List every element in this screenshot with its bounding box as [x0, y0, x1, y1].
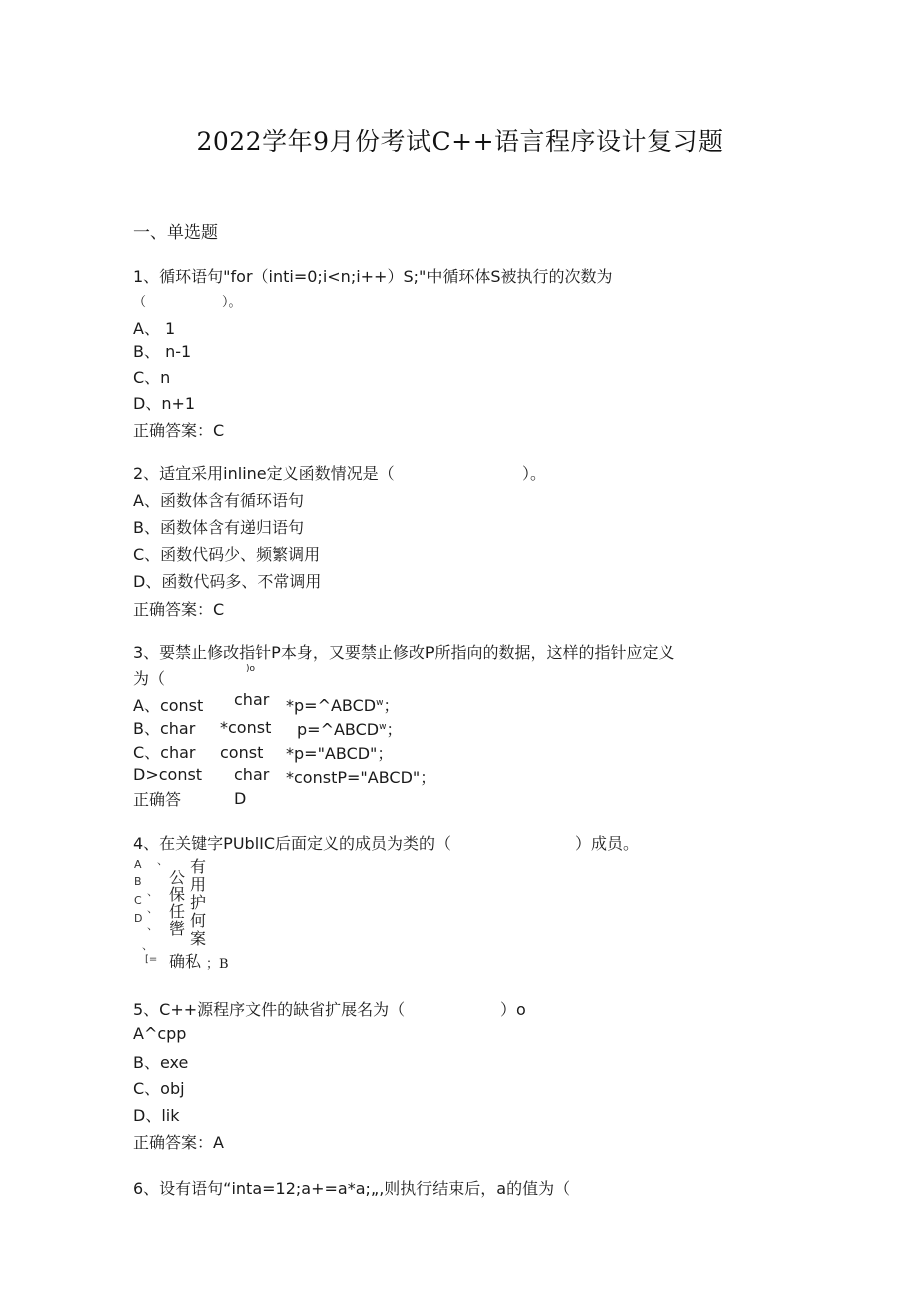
question-6-stem: 6、设有语句“inta=12;a+=a*a;„,则执行结束后，a的值为（ [133, 1179, 571, 1198]
question-2-option-c: C、函数代码少、频繁调用 [133, 545, 321, 564]
question-1-option-c: C、n [133, 368, 171, 387]
question-1-paren-close: ）。 [222, 295, 242, 310]
question-1-answer: 正确答案：C [133, 421, 225, 440]
question-4-tail-answer: ；B [206, 957, 229, 972]
question-4-mark-sep-a: 、 [157, 854, 168, 867]
question-4-mark-a: A [134, 858, 142, 871]
question-4-col2-4: 何 [190, 911, 207, 930]
question-3-row-c-col2: const [220, 743, 264, 762]
question-4-col1-1: 公 [169, 868, 186, 887]
question-5-stem-end: ）o [500, 1000, 526, 1019]
question-1-option-a: A、 1 [133, 319, 176, 338]
question-1-stem: 1、循环语句"for（inti=0;i<n;i++）S;"中循环体S被执行的次数为 [133, 267, 613, 286]
question-4-col1-4: 辔 [169, 919, 186, 938]
question-3-row-d-col1: D>const [133, 765, 203, 784]
question-1-option-d: D、n+1 [133, 394, 196, 413]
question-4-tail-text: 确私 [169, 952, 202, 971]
question-2-answer: 正确答案：C [133, 600, 225, 619]
question-5-option-c: C、obj [133, 1079, 185, 1098]
question-5-option-d: D、lik [133, 1106, 180, 1125]
question-3-row-b-col2: *const [220, 718, 272, 737]
question-3-stem: 3、要禁止修改指针P本身，又要禁止修改P所指向的数据，这样的指针应定义 [133, 643, 675, 662]
question-4-stem: 4、在关键字PUblIC后面定义的成员为类的（ [133, 834, 452, 853]
question-3-answer-label: 正确答 [133, 790, 182, 809]
question-4-col1-3: 任 [169, 902, 186, 921]
question-3-stem-line2-end: )o [246, 664, 256, 674]
question-5-answer: 正确答案：A [133, 1133, 224, 1152]
question-4-mark-sep-d: 、 [147, 919, 158, 932]
question-4-mark-sep-c: 、 [147, 902, 158, 915]
question-3-answer-value: D [234, 789, 247, 808]
question-1-option-b: B、 n-1 [133, 342, 192, 361]
question-4-mark-b: B [134, 875, 142, 888]
question-3-row-a-col1: A、const [133, 696, 204, 715]
question-2-option-d: D、函数代码多、不常调用 [133, 572, 322, 591]
document-title: 2022学年9月份考试C++语言程序设计复习题 [196, 127, 724, 156]
question-4-tail-mark: 、 [142, 939, 153, 952]
question-3-row-d-col2: char [234, 765, 270, 784]
question-1-paren-open: （ [133, 295, 147, 310]
question-3-row-c-col1: C、char [133, 743, 196, 762]
question-4-col1-2: 保 [169, 885, 186, 904]
question-2-stem-end: ）。 [522, 464, 547, 483]
question-3-row-c-col3: *p="ABCD"； [286, 744, 394, 763]
question-3-row-a-col3: $*p=\^{}ABCD^w$； [286, 696, 400, 715]
question-4-col2-3: 护 [190, 893, 207, 912]
question-4-stem-end: ）成员。 [575, 834, 640, 853]
question-2-option-b: B、函数体含有递归语句 [133, 518, 304, 537]
section-heading: 一、单选题 [133, 223, 218, 243]
question-3-stem-line2: 为（ [133, 669, 166, 688]
question-4-col2-1: 有 [190, 857, 207, 876]
question-5-stem: 5、C++源程序文件的缺省扩展名为（ [133, 1000, 406, 1019]
question-4-mark-c: C [134, 894, 142, 907]
question-4-col2-2: 用 [190, 875, 207, 894]
question-5-option-b: B、exe [133, 1053, 189, 1072]
question-3-row-d-col3: *constP="ABCD"； [286, 768, 437, 787]
question-4-tail-icon: [= [145, 954, 158, 965]
question-3-row-a-col2: char [234, 690, 270, 709]
question-4-mark-d: D [134, 912, 143, 925]
question-2-option-a: A、函数体含有循环语句 [133, 491, 304, 510]
question-2-stem: 2、适宜采用inline定义函数情况是（ [133, 464, 395, 483]
question-4-mark-sep-b: 、 [147, 885, 158, 898]
question-4-col2-5: 案 [190, 929, 207, 948]
question-3-row-b-col1: B、char [133, 719, 196, 738]
question-5-option-a: A^cpp [133, 1024, 187, 1043]
question-3-row-b-col3: $p=\^{}ABCD^w$； [297, 720, 403, 739]
